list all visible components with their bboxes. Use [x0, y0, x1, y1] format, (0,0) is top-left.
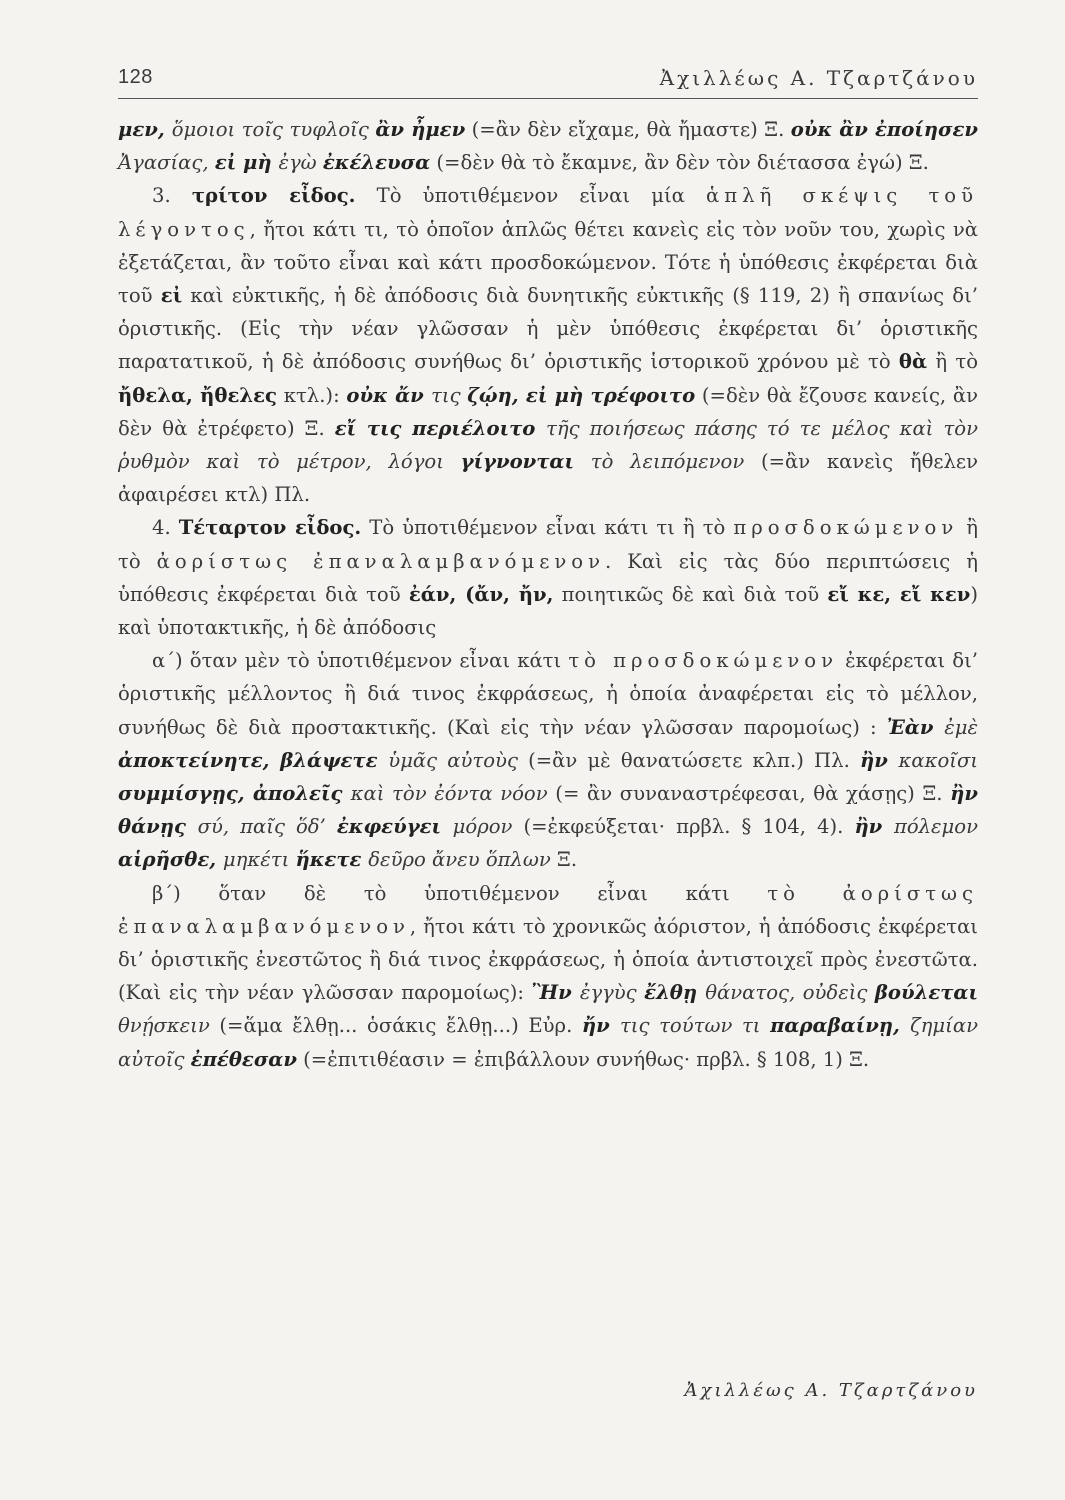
text-run: ἀποκτείνητε, βλάψετε: [118, 748, 389, 772]
text-run: ποιητικῶς δὲ καὶ διὰ τοῦ: [553, 582, 828, 606]
text-run: παραβαίνῃ,: [770, 1014, 911, 1038]
text-run: (=ἂν μὲ θανατώσετε κλπ.) Πλ.: [517, 748, 860, 772]
text-run: ἐάν, (ἄν, ἤν,: [408, 582, 554, 606]
text-run: ζημίαν αὐτοῖς: [118, 1014, 978, 1071]
text-run: τις: [431, 383, 468, 407]
text-run: προσδοκώμενον: [733, 516, 959, 540]
text-run: 3.: [152, 184, 192, 208]
text-run: ἀορίστως ἐπαναλαμβανόμενον: [156, 549, 605, 573]
text-run: εἰ μὴ: [214, 151, 279, 175]
text-run: ) καὶ ὑποτακτικῆς, ἡ δὲ ἀπόδοσις: [118, 582, 978, 640]
text-run: μόρον: [452, 815, 513, 839]
paragraph: [118, 644, 978, 876]
running-head: [118, 60, 978, 99]
text-run: καὶ τὸν ἐόντα νόον: [350, 782, 548, 806]
text-run: ἐγὼ: [278, 151, 323, 175]
text-run: ζῴη, εἰ μὴ τρέφοιτο: [467, 383, 696, 407]
text-run: μεν,: [118, 118, 172, 141]
text-run: εἴ κε, εἴ κεν: [827, 582, 971, 606]
text-run: Ἐὰν: [886, 715, 945, 739]
text-run: α΄) ὅταν μὲν τὸ ὑποτιθέμενον εἶναι κάτι: [152, 649, 569, 673]
text-run: (=ἐπιτιθέασιν = ἐπιβάλλουν συνήθως· πρβλ. § 108, 1) Ξ.: [296, 1047, 870, 1071]
text-run: τρίτον εἶδος.: [191, 184, 356, 208]
page-number: 128: [118, 66, 153, 88]
text-run: θνῄσκειν: [118, 1014, 210, 1038]
text-run: ἥκετε: [295, 848, 369, 872]
text-run: τῆς ποιήσεως πάσης τό τε μέλος καὶ τὸν ῥυθμὸν καὶ τὸ μέτρον, λόγοι: [118, 416, 978, 474]
text-run: (=ἅμα ἔλθῃ... ὁσάκις ἔλθῃ...) Εὐρ.: [209, 1014, 582, 1038]
text-run: Ἀγασίας,: [118, 151, 215, 175]
text-run: (=δὲν θὰ ἔζουσε κανείς, ἂν δὲν θὰ ἐτρέφετο) Ξ.: [118, 383, 979, 440]
text-run: θὰ: [898, 350, 928, 374]
text-run: ἤθελα, ἤθελες: [118, 383, 277, 407]
text-run: συμμίσγῃς, ἀπολεῖς: [118, 782, 351, 806]
text-run: (=ἂν δὲν εἴχαμε, θὰ ἤμαστε) Ξ.: [465, 118, 791, 141]
text-run: ἐμὲ: [944, 715, 979, 739]
text-run: ἢ τὸ: [927, 350, 978, 374]
paragraph: [118, 113, 978, 179]
paragraph: [118, 179, 978, 511]
text-run: Ἢν: [531, 981, 580, 1005]
book-page: [118, 60, 979, 1401]
text-run: δεῦρο ἄνευ ὅπλων: [368, 848, 551, 872]
text-run: βούλεται: [874, 981, 978, 1005]
text-run: ἢ τὸ: [118, 516, 978, 573]
text-run: ὑμᾶς αὐτοὺς: [388, 748, 518, 772]
text-run: οὐκ ἂν ἐποίησεν: [790, 118, 978, 141]
text-run: . Καὶ εἰς τὰς δύο περιπτώσεις ἡ ὑπόθεσις ἐκφέρεται διὰ τοῦ: [118, 549, 978, 606]
text-run: ἂν ἦμεν: [375, 118, 466, 141]
text-run: ἁπλῆ σκέψις τοῦ λέγοντος: [118, 184, 978, 241]
text-run: θάνατος, οὐδεὶς: [705, 981, 875, 1005]
text-run: (=ἂν κανεὶς ἤθελεν ἀφαιρέσει κτλ) Πλ.: [118, 450, 978, 507]
body-text: [118, 113, 978, 1076]
text-run: (=δὲν θὰ τὸ ἔκαμνε, ἂν δὲν τὸν διέτασσα ἐγώ) Ξ.: [430, 151, 929, 175]
text-run: Τὸ ὑποτιθέμενον εἶναι κάτι τι ἢ τὸ: [361, 516, 734, 540]
text-run: τὸ προσδοκώμενον: [568, 649, 838, 673]
text-run: Τέταρτον εἶδος.: [178, 516, 362, 540]
text-run: (= ἂν συναναστρέφεσαι, θὰ χάσῃς) Ξ.: [547, 782, 951, 806]
text-run: ἐγγὺς: [579, 981, 645, 1005]
text-run: Τὸ ὑποτιθέμενον εἶναι μία: [355, 184, 707, 208]
paragraph: [118, 511, 978, 644]
text-run: οὐκ ἄν: [346, 383, 432, 407]
text-run: ἐκέλευσα: [322, 151, 431, 175]
text-run: , ἤτοι κάτι τὸ χρονικῶς ἀόριστον, ἡ ἀπόδοσις ἐκφέρεται δι’ ὁριστικῆς ἐνεστῶτος ἢ διά τινος ἐκφράσεως, ἡ ὁποία ἀντιστοιχεῖ πρὸς ἐνεστῶτα. (Καὶ εἰς τὴν νέαν γλῶσσαν παρομοίως):: [118, 914, 978, 1005]
text-run: αἱρῆσθε,: [118, 848, 223, 872]
text-run: ἔλθῃ: [644, 981, 706, 1005]
text-run: ἐκφεύγει: [336, 815, 453, 839]
text-run: ἢν: [859, 748, 899, 772]
text-run: εἰ: [160, 284, 183, 308]
text-run: 4.: [152, 516, 179, 540]
footer-signature: Ἀχιλλέως Α. Τζαρτζάνου: [684, 1380, 978, 1401]
text-run: σύ, παῖς ὅδ’: [197, 815, 337, 839]
text-run: κακοῖσι: [898, 748, 979, 772]
header-author: Ἀχιλλέως Α. Τζαρτζάνου: [659, 66, 978, 90]
text-run: ἐπέθεσαν: [190, 1047, 297, 1071]
text-run: πόλεμον: [893, 815, 978, 839]
text-run: β΄) ὅταν δὲ τὸ ὑποτιθέμενον εἶναι κάτι: [152, 881, 768, 905]
text-run: ἤν: [581, 1014, 620, 1038]
text-run: , ἤτοι κάτι τι, τὸ ὁποῖον ἁπλῶς θέτει κανεὶς εἰς τὸν νοῦν του, χωρὶς νὰ ἐξετάζεται, ἂν τοῦτο εἶναι καὶ κάτι προσδοκώμενον. Τότε ἡ ὑπόθεσις ἐκφέρεται διὰ τοῦ: [118, 217, 978, 308]
text-run: ἢν: [854, 815, 894, 839]
text-run: (=ἐκφεύξεται· πρβλ. § 104, 4).: [512, 815, 855, 839]
text-run: τὸ λειπόμενον: [574, 450, 745, 474]
text-run: γίγνονται: [460, 450, 574, 474]
text-run: κτλ.):: [276, 383, 347, 407]
paragraph: [118, 877, 978, 1076]
text-run: ἢν θάνῃς: [118, 782, 978, 839]
text-run: εἴ τις περιέλοιτο: [334, 416, 546, 440]
text-run: ἐκφέρεται δι’ ὁριστικῆς μέλλοντος ἢ διά τινος ἐκφράσεως, ἡ ὁποία ἀναφέρεται εἰς τὸ μέλλον, συνήθως δὲ διὰ προστακτικῆς. (Καὶ εἰς τὴν νέαν γλῶσσαν παρομοίως) :: [118, 649, 979, 739]
text-run: τις τούτων τι: [619, 1014, 771, 1038]
text-run: ὅμοιοι τοῖς τυφλοῖς: [171, 118, 376, 141]
text-run: τὸ ἀορίστως ἐπαναλαμβανόμενον: [118, 881, 978, 938]
text-run: καὶ εὐκτικῆς, ἡ δὲ ἀπόδοσις διὰ δυνητικῆς εὐκτικῆς (§ 119, 2) ἢ σπανίως δι’ ὁριστικῆς. (Εἰς τὴν νέαν γλῶσσαν ἡ μὲν ὑπόθεσις ἐκφέρεται δι’ ὁριστικῆς παρατατικοῦ, ἡ δὲ ἀπόδοσις συνήθως δι’ ὁριστικῆς ἱστορικοῦ χρόνου μὲ τὸ: [118, 284, 979, 374]
text-run: μηκέτι: [222, 848, 296, 872]
text-run: Ξ.: [550, 848, 578, 872]
